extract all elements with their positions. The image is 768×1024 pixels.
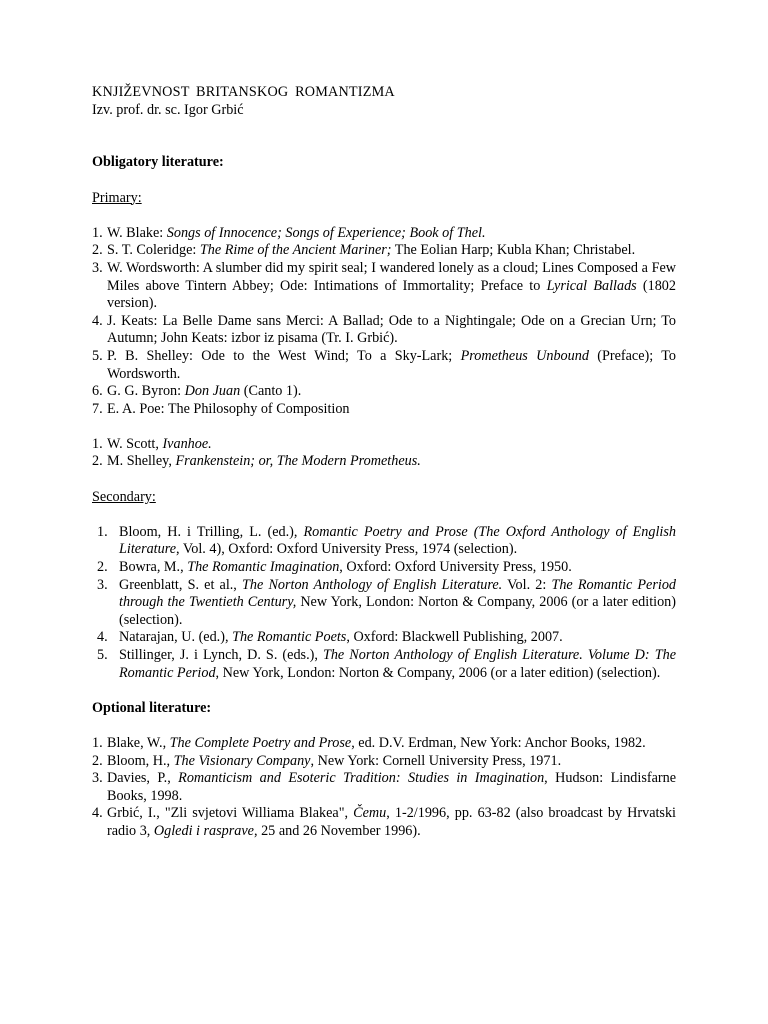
item-text: W. Wordsworth: A slumber did my spirit seal; I wandered lonely as a cloud; Lines Composed a Few Miles above Tintern Abbey; Ode: Intimations of Immortality; Preface to Lyrical Ballads (1802 version). xyxy=(107,259,676,312)
list-item xyxy=(92,735,676,753)
course-title: KNJIŽEVNOST BRITANSKOG ROMANTIZMA xyxy=(92,84,395,100)
item-number: 1. xyxy=(92,224,103,241)
item-text: G. G. Byron: Don Juan (Canto 1). xyxy=(107,383,302,400)
item-text: Grbić, I., "Zli svjetovi Williama Blakea", Čemu, 1-2/1996, pp. 63-82 (also broadcast by Hrvatski radio 3, Ogledi i rasprave, 25 and 26 November 1996). xyxy=(107,805,676,839)
item-number: 2. xyxy=(92,242,103,259)
item-number: 2. xyxy=(97,559,108,576)
item-number: 7. xyxy=(92,400,103,417)
list-item xyxy=(92,629,676,647)
item-text: W. Blake: Songs of Innocence; Songs of Experience; Book of Thel. xyxy=(107,224,486,241)
list-item xyxy=(92,524,676,559)
list-item xyxy=(92,577,676,630)
secondary-heading: Secondary: xyxy=(92,488,156,505)
item-text: Bloom, H., The Visionary Company, New York: Cornell University Press, 1971. xyxy=(107,752,562,769)
item-text: W. Scott, Ivanhoe. xyxy=(107,435,212,452)
list-item xyxy=(92,401,676,419)
item-number: 2. xyxy=(92,453,103,470)
list-item xyxy=(92,313,676,348)
item-text: Stillinger, J. i Lynch, D. S. (eds.), The Norton Anthology of English Literature. Volume D: The Romantic Period, New York, London: Norton & Company, 2006 (or a later edition) (selection). xyxy=(119,647,676,681)
optional-heading: Optional literature: xyxy=(92,699,212,716)
obligatory-heading: Obligatory literature: xyxy=(92,154,224,171)
item-number: 1. xyxy=(92,435,103,452)
primary-heading: Primary: xyxy=(92,189,142,206)
item-number: 4. xyxy=(97,629,108,646)
document-page xyxy=(92,84,676,841)
list-item xyxy=(92,753,676,771)
list-item xyxy=(92,348,676,383)
item-number: 1. xyxy=(92,734,103,751)
primary-list xyxy=(92,225,676,419)
item-number: 3. xyxy=(92,770,103,787)
optional-list xyxy=(92,735,676,841)
list-item xyxy=(92,770,676,805)
list-item xyxy=(92,805,676,840)
item-number: 4. xyxy=(92,805,103,822)
list-item xyxy=(92,436,676,454)
list-item xyxy=(92,559,676,577)
item-number: 3. xyxy=(97,576,108,593)
item-text: Blake, W., The Complete Poetry and Prose, ed. D.V. Erdman, New York: Anchor Books, 1982. xyxy=(107,734,646,751)
item-number: 1. xyxy=(97,523,108,540)
secondary-list xyxy=(92,524,676,682)
item-text: J. Keats: La Belle Dame sans Merci: A Ballad; Ode to a Nightingale; Ode on a Grecian Urn; To Autumn; John Keats: izbor iz pisama (Tr. I. Grbić). xyxy=(107,312,676,347)
list-item xyxy=(92,260,676,313)
item-text: Greenblatt, S. et al., The Norton Anthology of English Literature. Vol. 2: The Romantic Period through the Twentieth Century, New York, London: Norton & Company, 2006 (or a later edition) (selection). xyxy=(119,576,677,628)
item-number: 2. xyxy=(92,752,103,769)
list-item xyxy=(92,453,676,471)
list-item xyxy=(92,225,676,243)
item-number: 6. xyxy=(92,383,103,400)
item-text: P. B. Shelley: Ode to the West Wind; To a Sky-Lark; Prometheus Unbound (Preface); To Wordsworth. xyxy=(107,347,676,382)
item-text: S. T. Coleridge: The Rime of the Ancient Mariner; The Eolian Harp; Kubla Khan; Christabel. xyxy=(107,242,636,259)
item-number: 4. xyxy=(92,312,103,329)
item-text: E. A. Poe: The Philosophy of Composition xyxy=(107,400,350,417)
item-number: 5. xyxy=(92,347,103,364)
lecturer-name: Izv. prof. dr. sc. Igor Grbić xyxy=(92,101,244,118)
item-text: Bowra, M., The Romantic Imagination, Oxford: Oxford University Press, 1950. xyxy=(119,559,572,576)
item-number: 5. xyxy=(97,647,108,663)
list-item xyxy=(92,647,676,682)
item-text: Davies, P., Romanticism and Esoteric Tradition: Studies in Imagination, Hudson: Lindisfarne Books, 1998. xyxy=(107,770,677,804)
list-item xyxy=(92,383,676,401)
item-text: M. Shelley, Frankenstein; or, The Modern Prometheus. xyxy=(107,453,421,470)
item-number: 3. xyxy=(92,259,103,276)
novels-list xyxy=(92,436,676,471)
list-item xyxy=(92,242,676,260)
item-text: Bloom, H. i Trilling, L. (ed.), Romantic Poetry and Prose (The Oxford Anthology of English Literature, Vol. 4), Oxford: Oxford University Press, 1974 (selection). xyxy=(119,523,676,558)
item-text: Natarajan, U. (ed.), The Romantic Poets, Oxford: Blackwell Publishing, 2007. xyxy=(119,629,563,646)
